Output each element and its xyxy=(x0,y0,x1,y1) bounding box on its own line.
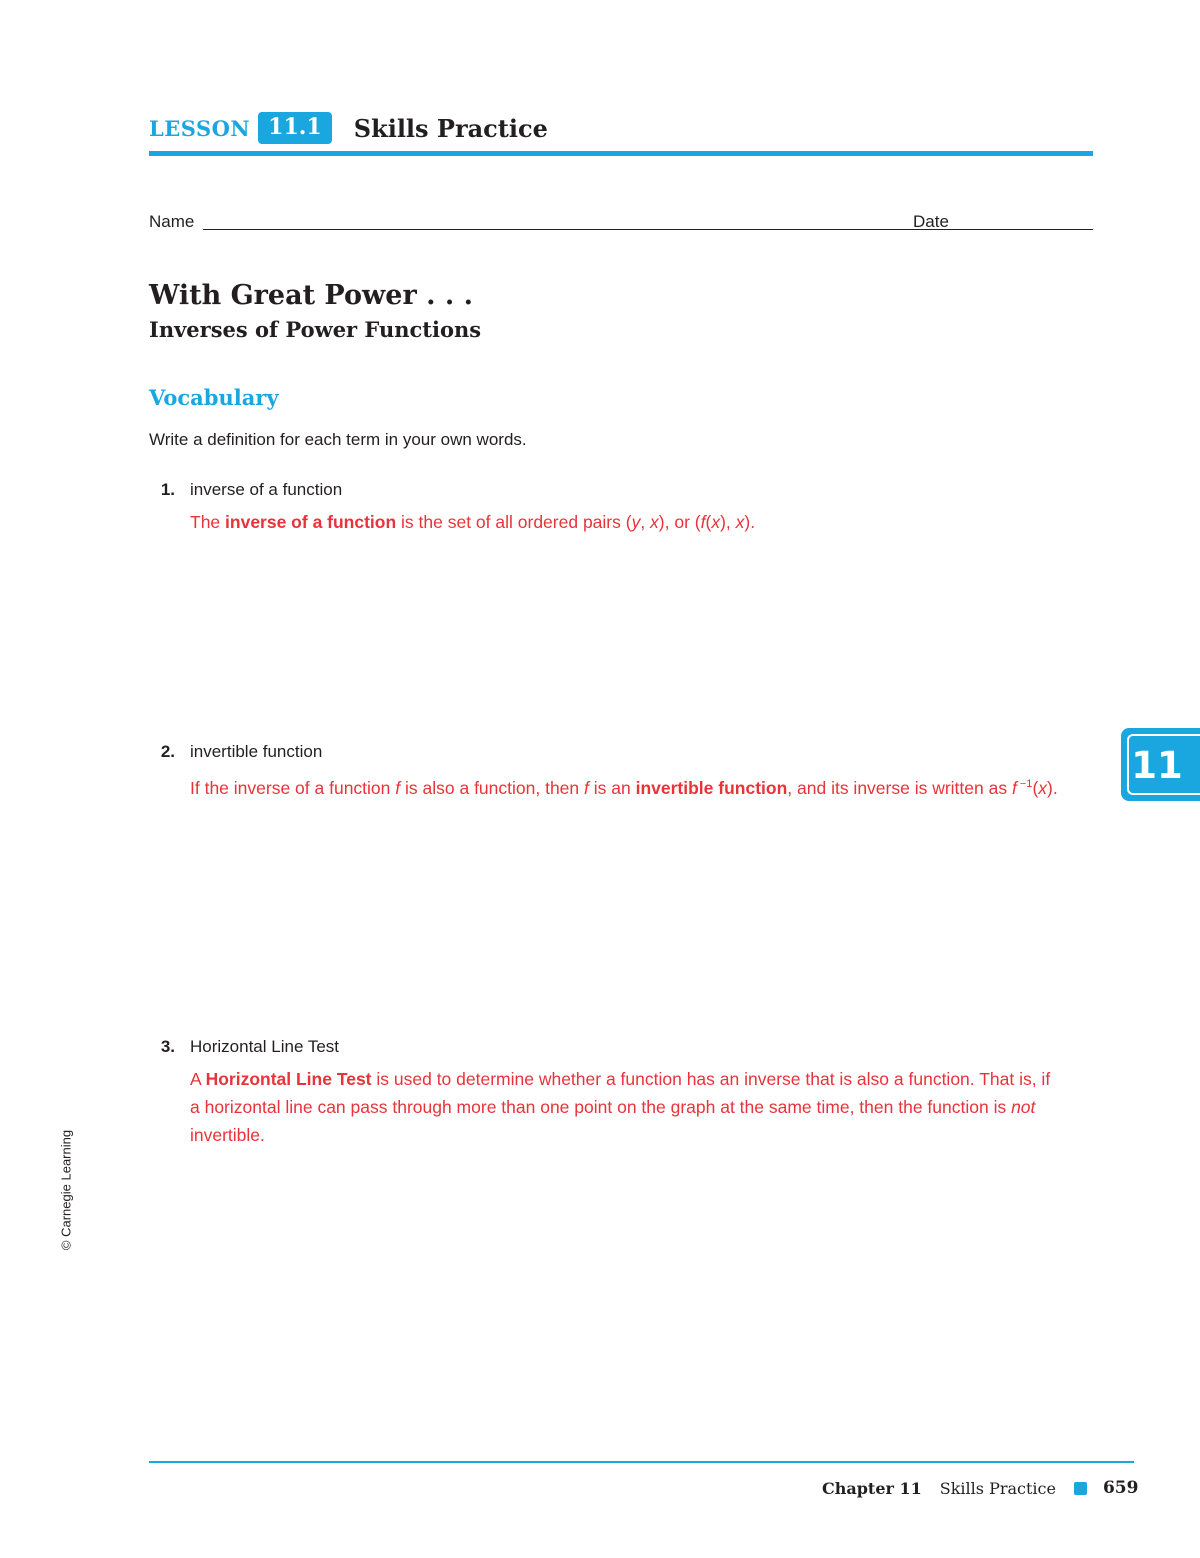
square-icon xyxy=(1074,1482,1087,1495)
footer-divider xyxy=(149,1461,1134,1463)
question-term: Horizontal Line Test xyxy=(190,1037,339,1056)
lesson-title: Skills Practice xyxy=(353,113,548,143)
lesson-header xyxy=(149,110,548,146)
question-number: 2. xyxy=(160,742,175,761)
vocabulary-heading: Vocabulary xyxy=(149,385,279,410)
footer-chapter: Chapter 11 xyxy=(822,1478,922,1498)
question-term: inverse of a function xyxy=(190,480,343,499)
name-label: Name xyxy=(149,212,195,231)
lesson-label: LESSON xyxy=(149,115,251,141)
instructions: Write a definition for each term in your own words. xyxy=(149,430,527,449)
page-number: 659 xyxy=(1102,1478,1139,1498)
question-term: invertible function xyxy=(190,742,323,761)
answer-3: A Horizontal Line Test is used to determine whether a function has an inverse that is also a function. That is, if a horizontal line can pass through more than one point on the graph at the same time, then the function is not invertible. xyxy=(190,1069,1051,1145)
lesson-number-badge: 11.1 xyxy=(258,112,332,144)
chapter-tab-number: 11 xyxy=(1131,744,1183,787)
question-number: 1. xyxy=(160,480,175,499)
page-title: With Great Power . . . xyxy=(149,280,474,311)
footer-section: Skills Practice xyxy=(939,1478,1056,1498)
copyright-notice: © Carnegie Learning xyxy=(58,1129,74,1251)
question-number: 3. xyxy=(160,1037,175,1056)
date-label: Date xyxy=(913,212,949,231)
page-subtitle: Inverses of Power Functions xyxy=(149,317,482,342)
answer-2: If the inverse of a function f is also a function, then f is an invertible function, and its inverse is written as f $^{-1}$(x). xyxy=(190,777,1058,798)
page-footer xyxy=(822,1475,1138,1501)
header-divider xyxy=(149,151,1093,156)
date-field[interactable] xyxy=(959,229,1093,230)
answer-1: The inverse of a function is the set of all ordered pairs (y, x), or (f(x), x). xyxy=(190,512,756,532)
name-date-row xyxy=(149,212,1093,234)
